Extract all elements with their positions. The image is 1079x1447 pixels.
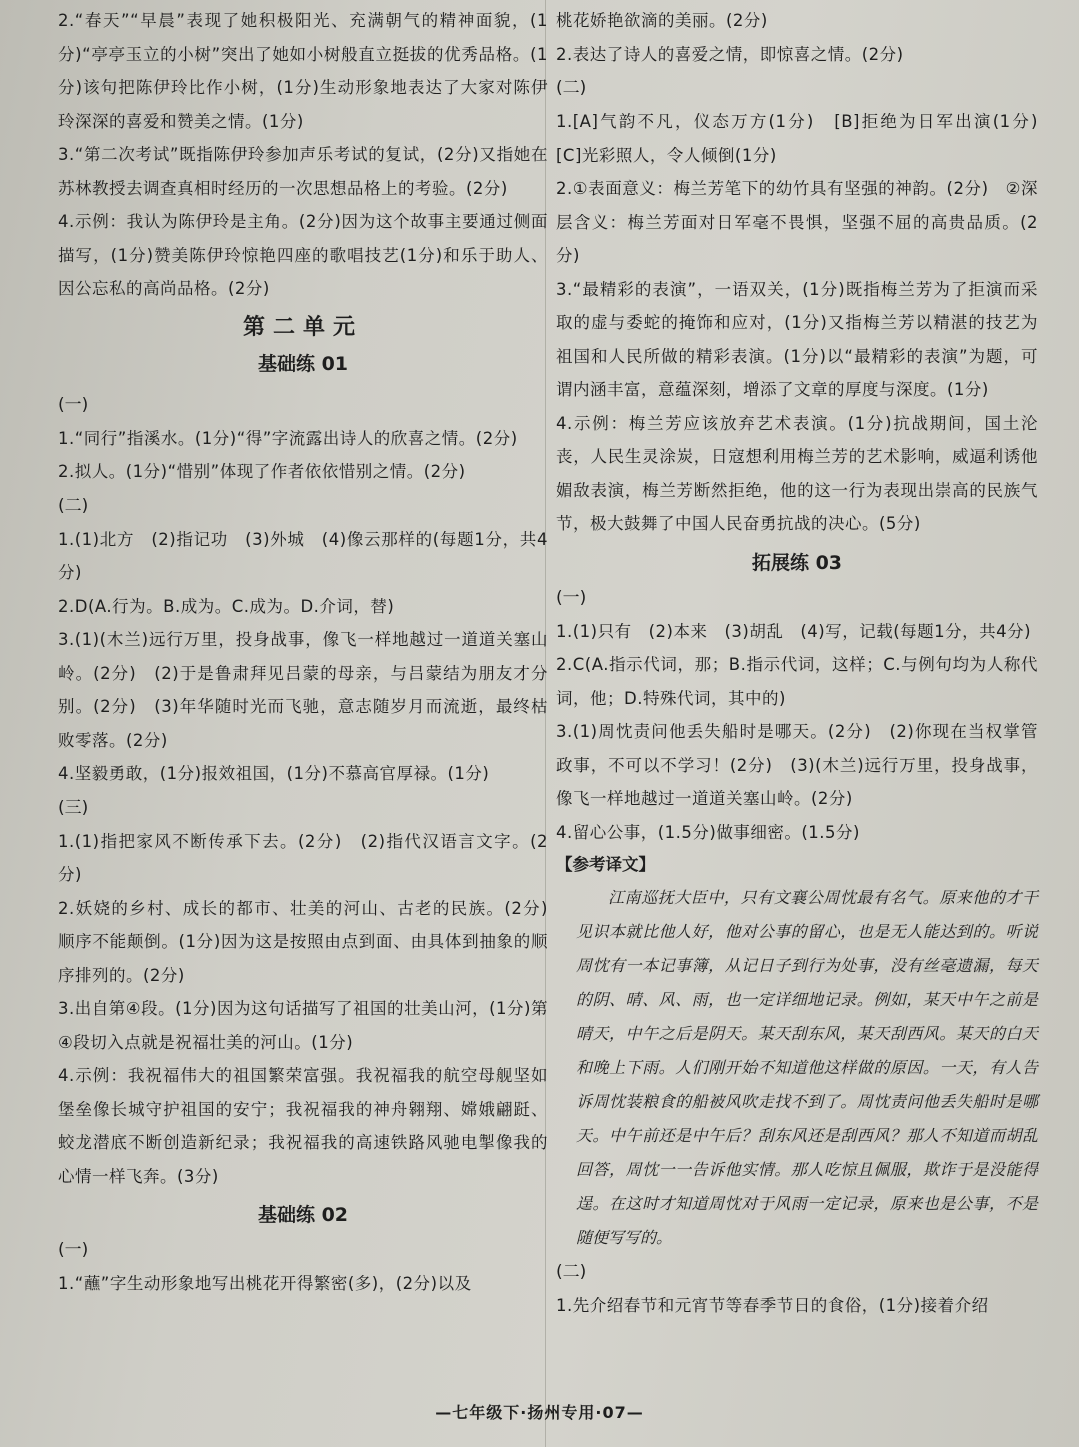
left-column [58, 4, 565, 1301]
section-title: 基础练 01 [257, 352, 349, 375]
section-number: (二) [556, 78, 587, 98]
answer-item: 3.出自第④段。(1分)因为这句话描写了祖国的壮美山河，(1分)第④段切入点就是祝福壮美的河山。(1分) [58, 999, 548, 1052]
reference-translation-text: 江南巡抚大臣中，只有文襄公周忱最有名气。原来他的才干见识本就比他人好，他对公事的留心，也是无人能达到的。听说周忱有一本记事簿，从记日子到行为处事，没有丝毫遗漏，每天的阴、晴、风、雨，也一定详细地记录。例如，某天中午之前是晴天，中午之后是阴天。某天刮东风，某天刮西风。某天的白天和晚上下雨。人们刚开始不知道他这样做的原因。一天，有人告诉周忱装粮食的船被风吹走找不到了。周忱责问他丢失船时是哪天。中午前还是中午后？刮东风还是刮西风？那人不知道而胡乱回答，周忱一一告诉他实情。那人吃惊且佩服，欺诈于是没能得逞。在这时才知道周忱对于风雨一定记录，原来也是公事，不是随便写写的。 [576, 888, 1038, 1247]
answer-item: 2.表达了诗人的喜爱之情，即惊喜之情。(2分) [556, 44, 904, 64]
unit-title: 第二单元 [242, 313, 363, 340]
answer-item: 1.(1)只有 (2)本来 (3)胡乱 (4)写，记载(每题1分，共4分) [556, 621, 1032, 641]
answer-item: 4.示例：我认为陈伊玲是主角。(2分)因为这个故事主要通过侧面描写，(1分)赞美陈伊玲惊艳四座的歌唱技艺(1分)和乐于助人、因公忘私的高尚品格。(2分) [58, 212, 548, 298]
section-title: 拓展练 03 [751, 551, 843, 574]
section-number: (二) [556, 1262, 587, 1282]
section-number: (一) [556, 587, 587, 608]
answer-item: 2.“春天”“早晨”表现了她积极阳光、充满朝气的精神面貌，(1分)“亭亭玉立的小树”突出了她如小树般直立挺拔的优秀品格。(1分)该句把陈伊玲比作小树，(1分)生动形象地表达了大家对陈伊玲深深的喜爱和赞美之情。(1分) [58, 11, 548, 131]
answer-item: 4.示例：我祝福伟大的祖国繁荣富强。我祝福我的航空母舰坚如堡垒像长城守护祖国的安宁；我祝福我的神舟翱翔、嫦娥翩跹、蛟龙潜底不断创造新纪录；我祝福我的高速铁路风驰电掣像我的心情一样飞奔。(3分) [58, 1066, 548, 1186]
answer-item: 桃花娇艳欲滴的美丽。(2分) [556, 11, 768, 30]
answer-item: 3.“第二次考试”既指陈伊玲参加声乐考试的复试，(2分)又指她在苏林教授去调查真相时经历的一次思想品格上的考验。(2分) [58, 145, 548, 198]
answer-item: 2.拟人。(1分)“惜别”体现了作者依依惜别之情。(2分) [58, 462, 466, 481]
answer-item: 2.C(A.指示代词，那；B.指示代词，这样；C.与例句均为人称代词，他；D.特殊代词，其中的) [556, 655, 1038, 708]
reference-translation-title: 【参考译文】 [556, 855, 655, 874]
answer-item: 1.先介绍春节和元宵节等春季节日的食俗，(1分)接着介绍 [556, 1296, 989, 1315]
answer-item: 3.“最精彩的表演”，一语双关，(1分)既指梅兰芳为了拒演而采取的虚与委蛇的掩饰和应对，(1分)又指梅兰芳以精湛的技艺为祖国和人民所做的精彩表演。(1分)以“最精彩的表演”为题，可谓内涵丰富，意蕴深刻，增添了文章的厚度与深度。(1分) [556, 279, 1038, 399]
answer-item: 2.①表面意义：梅兰芳笔下的幼竹具有坚强的神韵。(2分) ②深层含义：梅兰芳面对日军毫不畏惧，坚强不屈的高贵品质。(2分) [556, 179, 1038, 265]
answer-item: 1.“同行”指溪水。(1分)“得”字流露出诗人的欣喜之情。(2分) [58, 428, 518, 448]
answer-item: 3.(1)周忱责问他丢失船时是哪天。(2分) (2)你现在当权掌管政事，不可以不学习！(2分) (3)(木兰)远行万里，投身战事，像飞一样地越过一道道关塞山岭。(2分) [556, 722, 1038, 808]
right-column [556, 4, 1055, 1323]
answer-item: 1.(1)北方 (2)指记功 (3)外城 (4)像云那样的(每题1分，共4分) [58, 529, 548, 582]
answer-item: 1.[A]气韵不凡，仪态万方(1分) [B]拒绝为日军出演(1分) [C]光彩照人，令人倾倒(1分) [556, 112, 1055, 165]
section-number: (一) [58, 394, 89, 415]
section-number: (三) [58, 797, 89, 818]
section-number: (一) [58, 1240, 89, 1260]
answer-item: 2.D(A.行为。B.成为。C.成为。D.介词，替) [58, 596, 395, 616]
answer-item: 1.“蘸”字生动形象地写出桃花开得繁密(多)，(2分)以及 [58, 1274, 472, 1293]
answer-item: 4.示例：梅兰芳应该放弃艺术表演。(1分)抗战期间，国土沦丧，人民生灵涂炭，日寇想利用梅兰芳的艺术影响，威逼利诱他媚敌表演，梅兰芳断然拒绝，他的这一行为表现出崇高的民族气节，极大鼓舞了中国人民奋勇抗战的决心。(5分) [556, 413, 1038, 533]
section-number: (二) [58, 495, 89, 516]
answer-item: 4.坚毅勇敢，(1分)报效祖国，(1分)不慕高官厚禄。(1分) [58, 764, 490, 783]
answer-item: 3.(1)(木兰)远行万里，投身战事，像飞一样地越过一道道关塞山岭。(2分) (2)于是鲁肃拜见吕蒙的母亲，与吕蒙结为朋友才分别。(2分) (3)年华随时光而飞驰，意志随岁月而流逝，最终枯败零落。(2分) [58, 630, 548, 750]
answer-item: 4.留心公事，(1.5分)做事细密。(1.5分) [556, 822, 860, 842]
answer-item: 1.(1)指把家风不断传承下去。(2分) (2)指代汉语言文字。(2分) [58, 831, 548, 884]
section-title: 基础练 02 [257, 1204, 349, 1226]
answer-item: 2.妖娆的乡村、成长的都市、壮美的河山、古老的民族。(2分) 顺序不能颠倒。(1分)因为这是按照由点到面、由具体到抽象的顺序排列的。(2分) [58, 898, 565, 985]
page-footer: —七年级下·扬州专用·07— [435, 1403, 644, 1422]
